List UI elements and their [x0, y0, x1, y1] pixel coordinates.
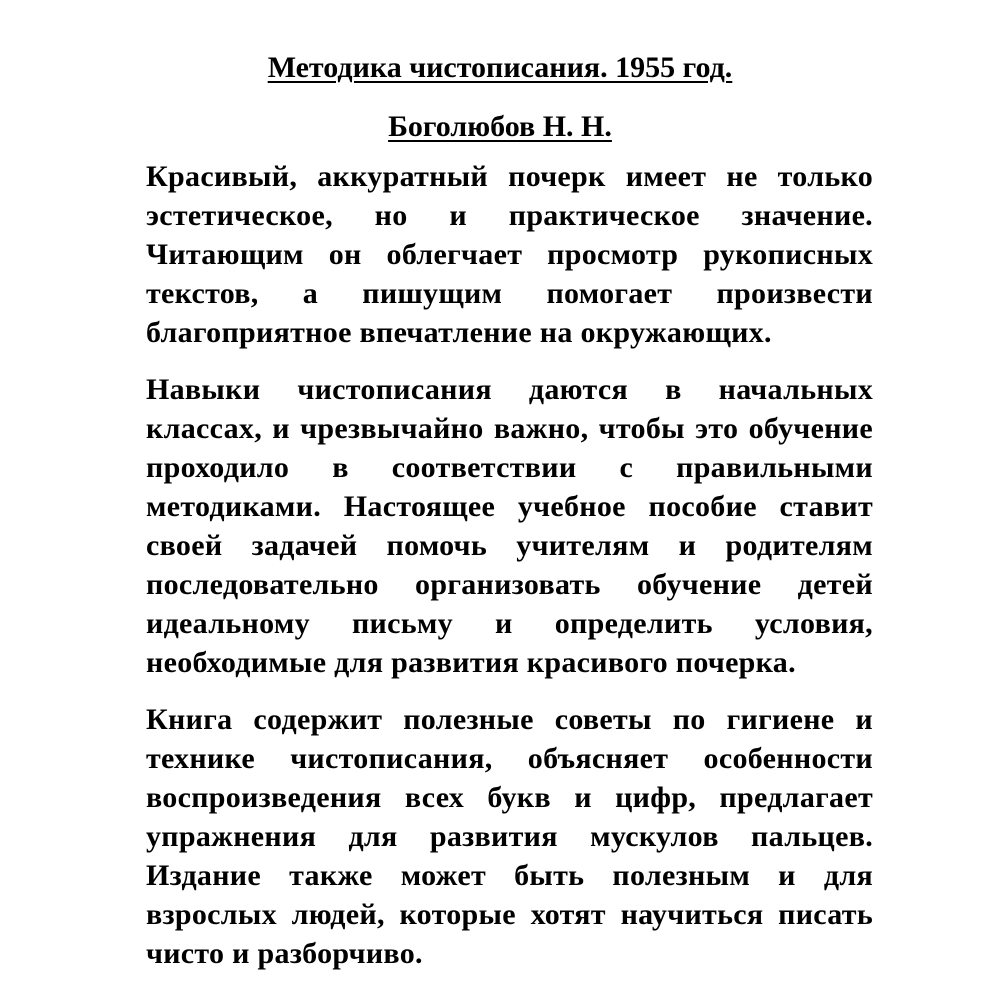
- document-author: Боголюбов Н. Н.: [388, 110, 612, 143]
- paragraph-2: Навыки чистописания даются в начальных классах, и чрезвычайно важно, чтобы это обучение проходило в соответствии с правильными методиками. Настоящее учебное пособие ставит своей задачей помочь учителям и родителям последовательно организовать обучение детей идеальному письму и определить условия, необходимые для развития красивого почерка.: [146, 373, 873, 679]
- paragraph-3: Книга содержит полезные советы по гигиене и технике чистописания, объясняет особенности воспроизведения всех букв и цифр, предлагает упражнения для развития мускулов пальцев. Издание также может быть полезным и для взрослых людей, которые хотят научиться писать чисто и разборчиво.: [146, 703, 873, 970]
- document-body: [146, 157, 873, 991]
- paragraph-1: Красивый, аккуратный почерк имеет не только эстетическое, но и практическое значение. Читающим он облегчает просмотр рукописных текстов, а пишущим помогает произвести благоприятное впечатление на окружающих.: [146, 160, 873, 349]
- document-title: Методика чистописания. 1955 год.: [267, 51, 733, 84]
